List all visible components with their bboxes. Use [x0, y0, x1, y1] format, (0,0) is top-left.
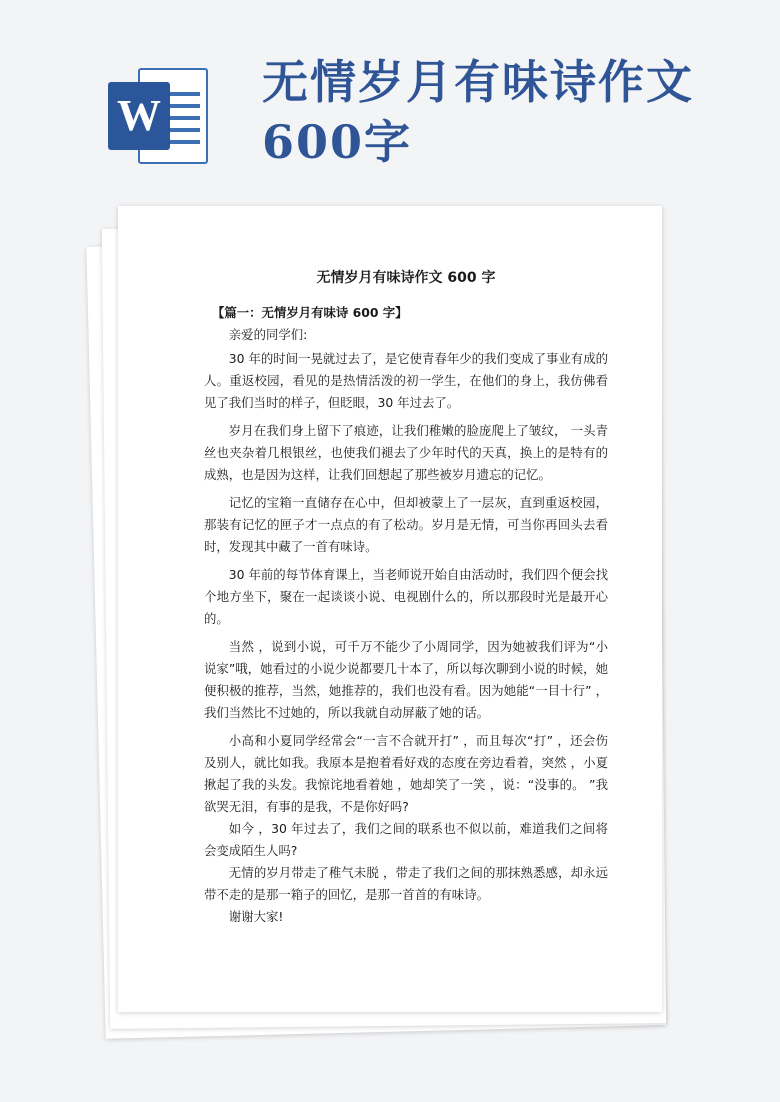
paragraph: 无情的岁月带走了稚气未脱 ，带走了我们之间的那抹熟悉感，却永远带不走的是那一箱子的回忆，是那一首首的有味诗。 [204, 865, 608, 902]
paragraph: 记忆的宝箱一直储存在心中，但却被蒙上了一层灰，直到重返校园，那装有记忆的匣子才一点点的有了松动。岁月是无情，可当你再回头去看时，发现其中藏了一首有味诗。 [204, 495, 608, 554]
page-title: 无情岁月有味诗作文600字 [262, 55, 694, 169]
paragraph: 岁月在我们身上留下了痕迹，让我们稚嫩的脸庞爬上了皱纹， 一头青丝也夹杂着几根银丝，也使我们褪去了少年时代的天真，换上的是特有的成熟，也是因为这样，让我们回想起了那些被岁月遗忘的记忆。 [204, 423, 608, 482]
greeting: 亲爱的同学们: [228, 327, 308, 342]
closing: 谢谢大家! [228, 909, 284, 924]
word-file-icon [108, 68, 208, 164]
document-body [204, 268, 608, 930]
paragraph: 30 年前的每节体育课上，当老师说开始自由活动时，我们四个便会找个地方坐下，聚在一起谈谈小说、电视剧什么的，所以那段时光是最开心的。 [204, 567, 608, 626]
word-logo-badge: W [108, 82, 170, 150]
paragraph: 小高和小夏同学经常会“一言不合就开打” ，而且每次“打” ，还会伤及别人，就比如我。我原本是抱着看好戏的态度在旁边看着，突然 ，小夏揪起了我的头发。我惊诧地看着她 ，她却笑了一笑 ，说：“没事的。 ”我欲哭无泪，有事的是我，不是你好吗? [204, 733, 608, 814]
paragraph: 当然 ，说到小说，可千万不能少了小周同学，因为她被我们评为“小说家”哦，她看过的小说少说都要几十本了，所以每次聊到小说的时候，她便积极的推荐，当然，她推荐的，我们也没有看。因为她能“一目十行” ，我们当然比不过她的，所以我就自动屏蔽了她的话。 [204, 639, 608, 720]
paragraph: 如今 ，30 年过去了，我们之间的联系也不似以前，难道我们之间将会变成陌生人吗? [204, 821, 608, 858]
document-page [118, 206, 662, 1012]
document-title: 无情岁月有味诗作文 600 字 [316, 270, 496, 286]
paragraph: 30 年的时间一晃就过去了，是它使青春年少的我们变成了事业有成的人。重返校园，看见的是热情活泼的初一学生，在他们的身上，我仿佛看见了我们当时的样子，但眨眼，30 年过去了。 [204, 351, 608, 410]
section-heading: 【篇一：无情岁月有味诗 600 字】 [212, 305, 408, 320]
